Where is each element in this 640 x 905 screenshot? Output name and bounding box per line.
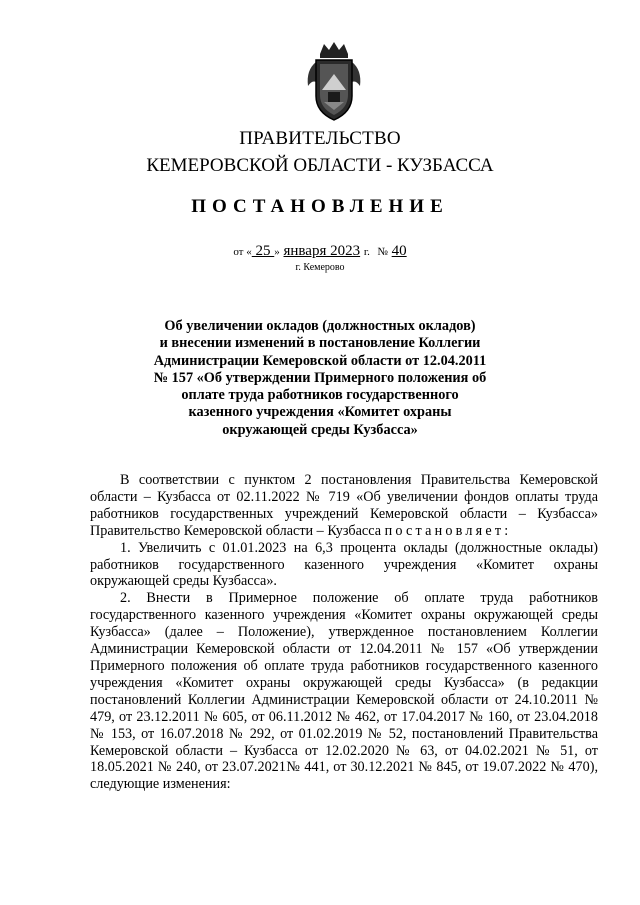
title-line: Администрации Кемеровской области от 12.04.2011 <box>153 352 487 369</box>
date-number-line <box>0 243 640 260</box>
coat-of-arms-emblem <box>302 40 366 124</box>
item-2-paragraph: 2. Внести в Примерное положение об оплате труда работников государственного казенного учреждения «Комитет охраны окружающей среды Кузбасса» (далее – Положение), утвержденное постановлением Коллегии Администрации Кемеровской области от 12.04.2011 № 157 «Об утверждении Примерного положения об оплате труда работников государственного казенного учреждения «Комитет охраны окружающей среды Кузбасса» (в редакции постановлений Коллегии Администрации Кемеровской области от 24.10.2011 № 479, от 23.12.2011 № 605, от 06.11.2012 № 462, от 17.04.2017 № 160, от 23.04.2018 № 153, от 16.07.2018 № 292, от 01.02.2019 № 52, постановлений Правительства Кемеровской области – Кузбасса от 12.02.2020 № 63, от 04.02.2021 № 51, от 18.05.2021 № 240, от 23.07.2021№ 441, от 30.12.2021 № 845, от 19.07.2022 № 470), следующие изменения: <box>90 590 598 793</box>
date-prefix: от « <box>233 246 252 258</box>
date-day: 25 <box>255 243 271 259</box>
date-mid: » <box>274 246 280 258</box>
title-line: Об увеличении окладов (должностных окладов) <box>164 318 476 334</box>
document-title <box>120 318 520 439</box>
document-body <box>90 472 598 793</box>
date-month-year: января 2023 <box>283 243 361 259</box>
year-suffix: г. <box>363 246 370 258</box>
document-type: ПОСТАНОВЛЕНИЕ <box>191 196 449 217</box>
document-number: 40 <box>391 243 407 259</box>
number-label: № <box>377 246 388 258</box>
title-line: № 157 «Об утверждении Примерного положения об <box>153 369 487 386</box>
title-line: казенного учреждения «Комитет охраны <box>188 404 452 421</box>
title-line: окружающей среды Кузбасса» <box>222 421 418 438</box>
government-name-line1: ПРАВИТЕЛЬСТВО <box>239 128 401 149</box>
title-line: оплате труда работников государственного <box>181 387 459 404</box>
item-1-paragraph: 1. Увеличить с 01.01.2023 на 6,3 процента оклады (должностные оклады) работников государственного казенного учреждения «Комитет охраны окружающей среды Кузбасса». <box>90 539 598 590</box>
government-name-line2: КЕМЕРОВСКОЙ ОБЛАСТИ - КУЗБАССА <box>146 155 494 176</box>
resolves-word: постановляет: <box>384 522 512 539</box>
preamble-paragraph: В соответствии с пунктом 2 постановления Правительства Кемеровской области – Кузбасса от 02.11.2022 № 719 «Об увеличении фондов оплаты труда работников государственных учреждений Кемеровской области – Кузбасса» Правительство Кемеровской области – Кузбасса постановляет: <box>90 472 598 539</box>
city: г. Кемерово <box>295 262 345 273</box>
title-line: и внесении изменений в постановление Коллегии <box>159 335 481 352</box>
